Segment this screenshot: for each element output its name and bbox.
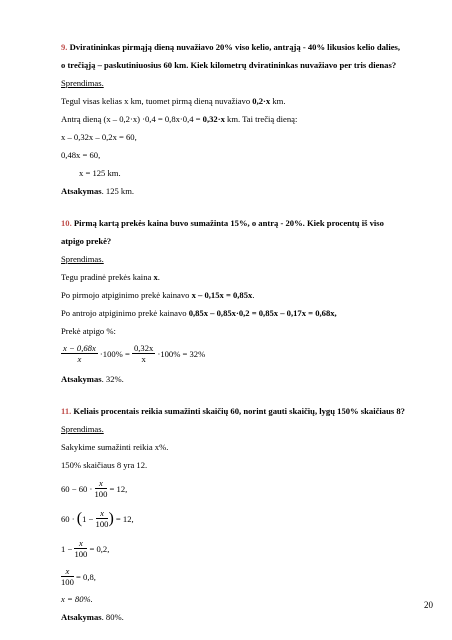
- problem-9-line-5: x = 125 km.: [79, 168, 121, 178]
- p11-e3-fraction: [74, 538, 87, 559]
- p11-e3-pre: 1 −: [61, 543, 75, 554]
- p10-f1-numerator: x − 0,68x: [63, 343, 96, 353]
- p10-fraction-2: [132, 343, 155, 364]
- p11-e2-pre: 60 ·: [61, 513, 77, 524]
- p10-answer-label: Atsakymas: [61, 374, 102, 384]
- p11-answer-label: Atsakymas: [61, 612, 102, 622]
- p11-equation-2: [61, 508, 134, 529]
- p11-e2-left-paren: (: [76, 509, 83, 527]
- problem-11-number: 11.: [61, 406, 72, 416]
- problem-9-question-line-1: [61, 42, 400, 53]
- p10-fraction-1: [61, 343, 98, 364]
- p11-e3-num: x: [74, 538, 87, 549]
- problem-9-number: 9.: [61, 42, 68, 52]
- p11-equation-3: [61, 538, 109, 559]
- p11-e4-post: = 0,8,: [73, 571, 96, 582]
- problem-9-answer: [61, 186, 134, 197]
- problem-10-line-3: [61, 308, 337, 319]
- problem-10-percent-equation: [61, 343, 205, 364]
- p11-e1-pre: 60 − 60 ·: [61, 483, 95, 494]
- p11-answer-value: . 80%.: [101, 612, 124, 622]
- p11-equation-1: [61, 478, 127, 499]
- p11-e1-num: x: [95, 478, 108, 489]
- p10-l3-text: Po antrojo atpiginimo prekė kainavo: [61, 308, 189, 318]
- p10-l1-text: Tegu pradinė prekės kaina: [61, 272, 154, 282]
- p9-l2-text: Antrą dieną (x – 0,2·x) ·0,4 = 0,8x·0,4 =: [61, 114, 203, 124]
- p11-e3-den: 100: [74, 549, 88, 559]
- p10-l2-text: Po pirmojo atpiginimo prekė kainavo: [61, 290, 192, 300]
- p11-e2-fraction: [96, 508, 109, 529]
- problem-11-line-1: Sakykime sumažinti reikia x%.: [61, 442, 169, 452]
- problem-10-question-line-1: [61, 218, 384, 229]
- problem-11-answer: [61, 612, 124, 623]
- p9-l1-bold: 0,2·x: [252, 96, 271, 106]
- p10-l2-bold: x – 0,15x = 0,85x: [191, 290, 253, 300]
- p11-e2-inner: 1 −: [82, 513, 96, 524]
- p10-answer-value: . 32%.: [101, 374, 124, 384]
- p9-answer-label: Atsakymas: [61, 186, 102, 196]
- p10-f1-denominator: x: [77, 354, 82, 364]
- problem-11-question: [61, 406, 405, 417]
- problem-10-question-line-2: atpigo prekė?: [61, 236, 112, 246]
- p9-answer-value: . 125 km.: [101, 186, 135, 196]
- p11-e1-den: 100: [94, 489, 108, 499]
- problem-9-line-4: 0,48x = 60,: [61, 150, 101, 160]
- p11-e2-den: 100: [95, 519, 109, 529]
- problem-10-solution-label: Sprendimas.: [61, 254, 104, 264]
- p11-e4-den: 100: [61, 577, 74, 587]
- problem-9-line-2: [61, 114, 297, 125]
- p10-f2-denominator: x: [141, 354, 146, 364]
- problem-10-line-2: [61, 290, 254, 301]
- problem-11-solution-label: Sprendimas.: [61, 424, 104, 434]
- problem-9-text-1: Dviratininkas pirmąją dieną nuvažiavo 20% viso kelio, antrąją - 40% likusios kelio dalies,: [67, 42, 401, 52]
- p10-l2-end: .: [252, 290, 255, 300]
- problem-11-text: Keliais procentais reikia sumažinti skaičių 60, norint gauti skaičių, lygų 150% skaičiaus 8?: [71, 406, 405, 416]
- p11-e2-num: x: [96, 508, 109, 519]
- problem-9-line-1: [61, 96, 285, 107]
- page-number: 20: [424, 600, 433, 610]
- p11-e4-fraction: [61, 566, 74, 587]
- p10-f2-numerator: 0,32x: [133, 343, 154, 353]
- p10-l1-bold: x: [153, 272, 158, 282]
- p9-l1-end: km.: [270, 96, 286, 106]
- p10-eq-mid-1: ·100% =: [97, 348, 132, 359]
- p11-e1-fraction: [95, 478, 108, 499]
- problem-10-answer: [61, 374, 124, 385]
- problem-9-line-3: x – 0,32x – 0,2x = 60,: [61, 132, 137, 142]
- p11-e2-right-paren: ): [108, 509, 114, 527]
- problem-9-question-line-2: o trečiąją – paskutiniuosius 60 km. Kiek kilometrų dviratininkas nuvažiavo per tris dienas?: [61, 60, 397, 70]
- problem-9-solution-label: Sprendimas.: [61, 78, 104, 88]
- p11-equation-5: x = 80%.: [61, 594, 93, 604]
- p11-e4-num: x: [61, 566, 74, 577]
- problem-10-line-4: Prekė atpigo %:: [61, 326, 116, 336]
- p11-equation-4: [61, 566, 96, 587]
- problem-10-line-1: [61, 272, 160, 283]
- problem-10-number: 10.: [61, 218, 72, 228]
- p10-l3-bold: 0,85x – 0,85x·0,2 = 0,85x – 0,17x = 0,68x,: [188, 308, 337, 318]
- p9-l2-bold: 0,32·x: [202, 114, 225, 124]
- p10-eq-mid-2: ·100% = 32%: [155, 348, 206, 359]
- p10-l1-end: .: [157, 272, 160, 282]
- problem-10-text-1: Pirmą kartą prekės kaina buvo sumažinta 15%, o antrą - 20%. Kiek procentų iš viso: [71, 218, 384, 228]
- p9-l2-end: km. Tai trečią dieną:: [224, 114, 298, 124]
- p11-e3-post: = 0,2,: [87, 543, 110, 554]
- p9-l1-text: Tegul visas kelias x km, tuomet pirmą dieną nuvažiavo: [61, 96, 253, 106]
- problem-11-line-2: 150% skaičiaus 8 yra 12.: [61, 460, 148, 470]
- p11-e2-post: = 12,: [113, 513, 134, 524]
- p11-e1-post: = 12,: [107, 483, 128, 494]
